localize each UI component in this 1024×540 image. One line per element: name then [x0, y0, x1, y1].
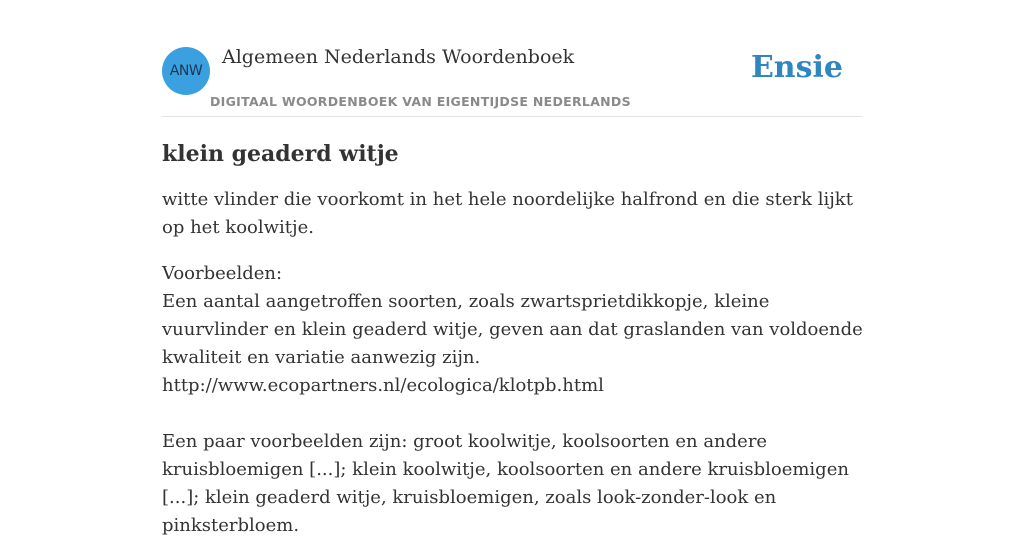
example-source: http://www.ecopartners.nl/ecologica/klotpb.html [162, 375, 604, 396]
examples-section [162, 260, 864, 540]
anw-logo[interactable]: ANW [162, 47, 210, 95]
entry-definition: witte vlinder die voorkomt in het hele noordelijke halfrond en die sterk lijkt op het koolwitje. [162, 189, 853, 238]
entry-headword: klein geaderd witje [162, 141, 399, 167]
site-tagline: DIGITAAL WOORDENBOEK VAN EIGENTIJDSE NEDERLANDS [210, 94, 631, 109]
site-title[interactable]: Algemeen Nederlands Woordenboek [222, 46, 575, 68]
entry-content [162, 137, 864, 540]
example-spacer [162, 400, 864, 428]
example-text: Een paar voorbeelden zijn: groot koolwitje, koolsoorten en andere kruisbloemigen [...]; klein koolwitje, koolsoorten en andere kruisbloemigen [...]; klein geaderd witje, kruisbloemigen, zoals look-zonder-look en pinksterbloem. [162, 431, 849, 536]
ensie-brand-logo[interactable]: Ensie [750, 50, 843, 85]
site-header [162, 0, 862, 117]
examples-label: Voorbeelden: [162, 263, 283, 284]
example-text: Een aantal aangetroffen soorten, zoals zwartsprietdikkopje, kleine vuurvlinder en klein geaderd witje, geven aan dat graslanden van voldoende kwaliteit en variatie aanwezig zijn. [162, 291, 863, 368]
